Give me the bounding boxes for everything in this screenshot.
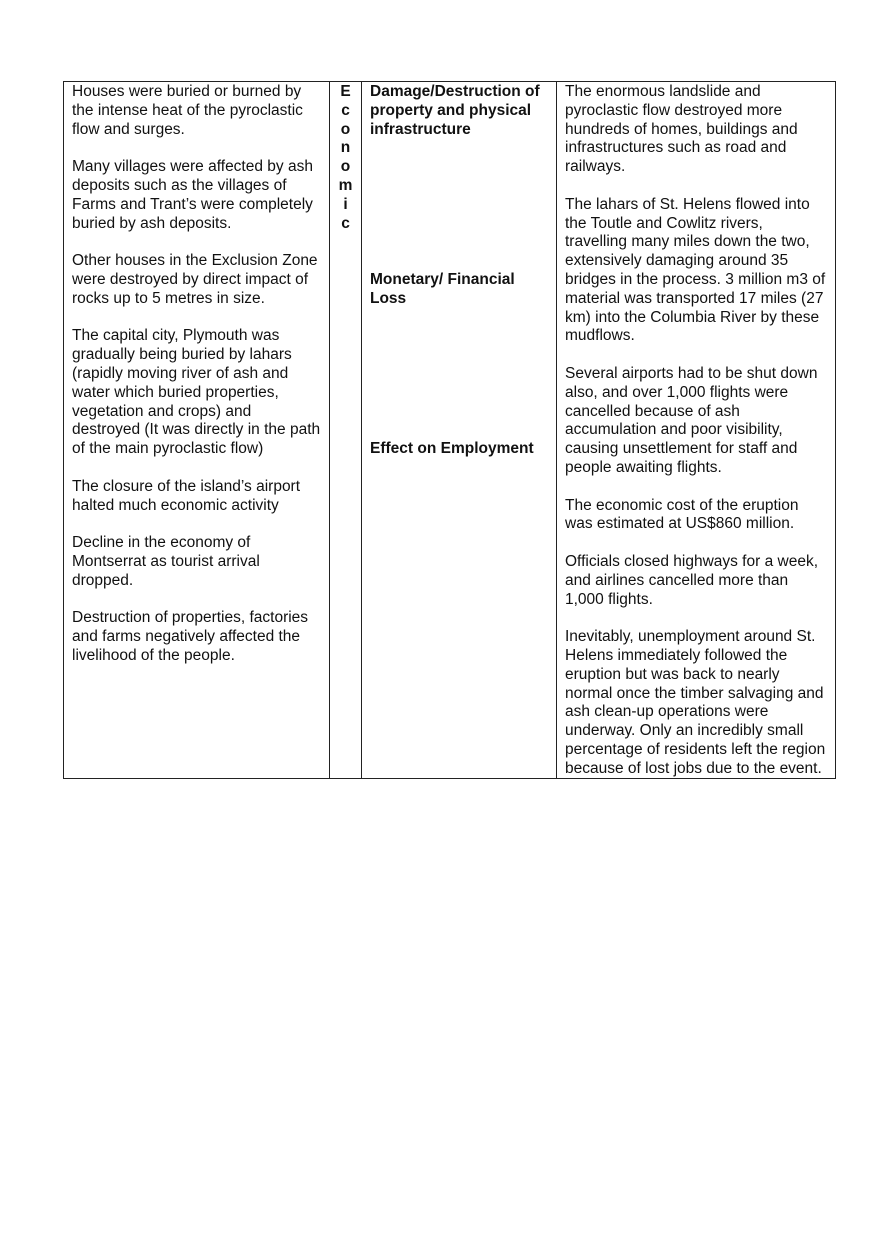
subheading-cell [362, 82, 557, 779]
left-paragraph: The closure of the island’s airport halted much economic activity [72, 477, 301, 514]
subheading-monetary: Monetary/ Financial Loss [370, 270, 515, 307]
left-paragraph: Houses were buried or burned by the intense heat of the pyroclastic flow and surges. [72, 83, 303, 138]
impacts-table [63, 81, 836, 779]
left-paragraph: Other houses in the Exclusion Zone were destroyed by direct impact of rocks up to 5 metres in size. [72, 252, 318, 307]
category-letter: i [343, 195, 348, 213]
subheading-damage: Damage/Destruction of property and physical infrastructure [370, 83, 540, 138]
category-letter: n [340, 139, 351, 157]
category-letter: o [340, 120, 351, 138]
subheading-employment: Effect on Employment [370, 440, 534, 458]
left-paragraph: Many villages were affected by ash deposits such as the villages of Farms and Trant’s were completely buried by ash deposits. [72, 158, 313, 232]
montserrat-impacts-cell [64, 82, 330, 779]
category-letter: o [340, 158, 351, 176]
table-row [64, 82, 836, 779]
right-paragraph: The economic cost of the eruption was estimated at US$860 million. [565, 496, 799, 533]
category-letter: c [341, 214, 350, 232]
left-paragraph: Decline in the economy of Montserrat as tourist arrival dropped. [72, 534, 260, 589]
st-helens-impacts-cell [557, 82, 836, 779]
category-letter: c [341, 101, 350, 119]
category-letter: E [340, 83, 351, 100]
right-paragraph: Inevitably, unemployment around St. Helens immediately followed the eruption but was back to nearly normal once the timber salvaging and ash clean-up operations were underway. Only an incredibly small percentage of residents left the region because of lost jobs due to the event. [565, 628, 826, 777]
left-paragraph: Destruction of properties, factories and farms negatively affected the livelihood of the people. [72, 609, 309, 664]
right-paragraph: The lahars of St. Helens flowed into the Toutle and Cowlitz rivers, travelling many miles down the two, extensively damaging around 35 bridges in the process. 3 million m3 of material was transported 17 miles (27 km) into the Columbia River by these mudflows. [565, 195, 826, 345]
right-paragraph: Several airports had to be shut down also, and over 1,000 flights were cancelled because of ash accumulation and poor visibility, causing unsettlement for staff and people awaiting flights. [565, 364, 818, 476]
right-paragraph: The enormous landslide and pyroclastic flow destroyed more hundreds of homes, buildings and infrastructures such as road and railways. [565, 83, 798, 176]
category-cell [330, 82, 362, 779]
right-paragraph: Officials closed highways for a week, and airlines cancelled more than 1,000 flights. [565, 552, 818, 608]
left-paragraph: The capital city, Plymouth was gradually being buried by lahars (rapidly moving river of ash and water which buried properties, vegetation and crops) and destroyed (It was directly in the path of the main pyroclastic flow) [72, 327, 321, 458]
category-letter: m [338, 176, 353, 194]
